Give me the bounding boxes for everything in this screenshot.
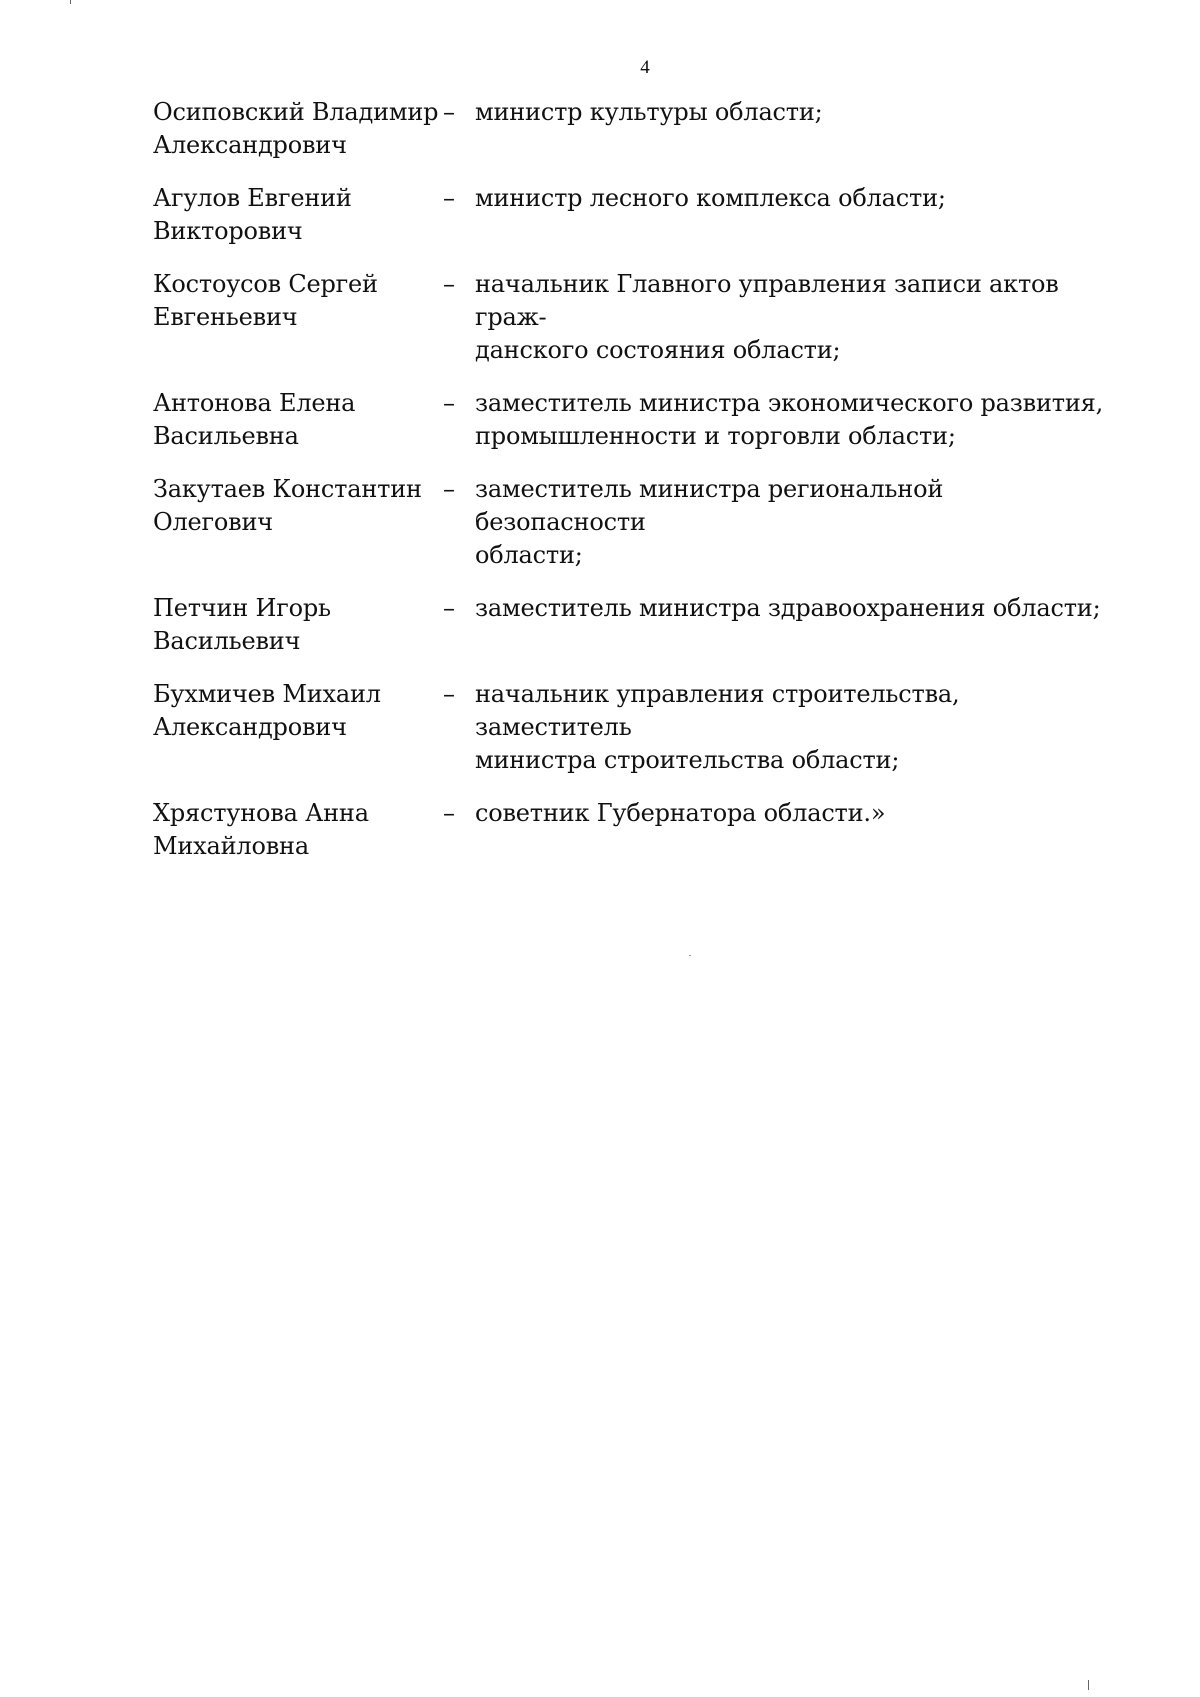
name-line: Петчин Игорь [153,594,331,622]
name-line: Викторович [153,217,303,245]
separator-dash: – [443,98,455,126]
separator-dash: – [443,184,455,212]
official-position [475,387,1113,453]
official-position [475,592,1113,625]
name-line: Агулов Евгений [153,184,352,212]
name-line: Васильевна [153,422,299,450]
position-line: заместитель министра экономического развития, [475,389,1104,417]
separator-dash: – [443,475,455,503]
name-line: Олегович [153,508,273,536]
list-item [153,473,1113,572]
officials-list [153,96,1113,883]
list-item [153,96,1113,162]
scan-artifact-mark [70,0,71,4]
position-line: советник Губернатора области.» [475,799,886,827]
list-item [153,592,1113,658]
page-number: 4 [640,57,650,78]
list-item [153,797,1113,863]
position-line: данского состояния области; [475,336,841,364]
name-line: Бухмичев Михаил [153,680,381,708]
position-line: начальник управления строительства, заместитель [475,680,960,741]
position-line: заместитель министра здравоохранения области; [475,594,1101,622]
name-line: Хрястунова Анна [153,799,369,827]
separator-dash: – [443,799,455,827]
list-item [153,182,1113,248]
name-line: Осиповский Владимир [153,98,439,126]
official-position [475,182,1113,215]
position-line: министр культуры области; [475,98,823,126]
list-item [153,678,1113,777]
official-name [153,387,443,453]
name-line: Васильевич [153,627,301,655]
name-line: Александрович [153,713,347,741]
list-item [153,268,1113,367]
separator-dash: – [443,594,455,622]
official-name [153,96,443,162]
official-name [153,473,443,539]
official-name [153,678,443,744]
official-position [475,473,1113,572]
scan-artifact-mark [689,955,691,956]
official-name [153,797,443,863]
name-line: Михайловна [153,832,309,860]
position-line: министр лесного комплекса области; [475,184,946,212]
official-position [475,96,1113,129]
name-line: Евгеньевич [153,303,298,331]
separator-dash: – [443,270,455,298]
position-line: области; [475,541,583,569]
official-name [153,268,443,334]
official-position [475,797,1113,830]
scan-artifact-mark [1088,1680,1089,1690]
official-name [153,182,443,248]
official-name [153,592,443,658]
name-line: Костоусов Сергей [153,270,378,298]
position-line: промышленности и торговли области; [475,422,956,450]
name-line: Закутаев Константин [153,475,422,503]
list-item [153,387,1113,453]
position-line: заместитель министра региональной безопасности [475,475,944,536]
name-line: Александрович [153,131,347,159]
position-line: начальник Главного управления записи актов граж- [475,270,1059,331]
official-position [475,678,1113,777]
separator-dash: – [443,680,455,708]
position-line: министра строительства области; [475,746,900,774]
official-position [475,268,1113,367]
separator-dash: – [443,389,455,417]
name-line: Антонова Елена [153,389,356,417]
